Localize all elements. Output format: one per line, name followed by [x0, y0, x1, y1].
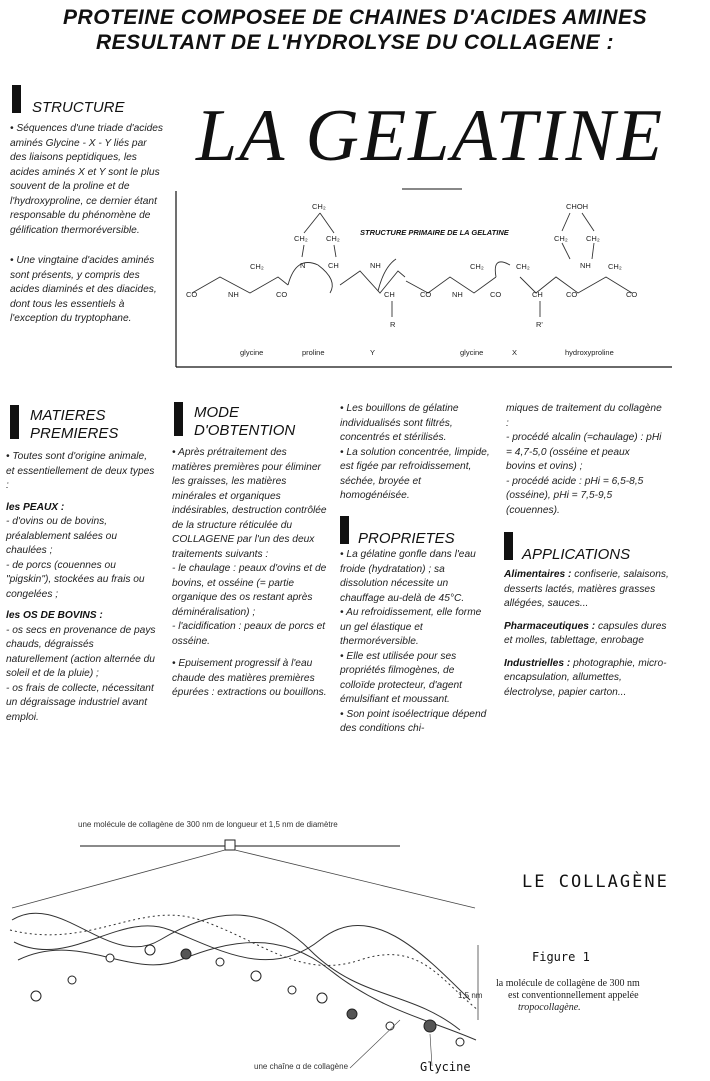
diagram-group-ch2-2: CH₂: [294, 234, 308, 243]
diagram-group-co-3: CO: [420, 290, 432, 299]
mode-heading-1: MODE: [194, 404, 239, 421]
collagene-handwritten-title: LE COLLAGÈNE: [522, 872, 669, 892]
mode-heading-2: D'OBTENTION: [194, 422, 296, 439]
col4-paragraph-1: miques de traitement du collagène :: [506, 403, 662, 429]
diagram-group-ch2-9: CH₂: [586, 234, 600, 243]
diagram-group-r-prime: R': [536, 320, 543, 329]
structure-heading-block: [12, 85, 162, 115]
diagram-group-nh-3: NH: [370, 261, 381, 270]
gelatine-primary-structure-diagram: [170, 185, 675, 375]
os-item-2: - os frais de collecte, nécessitant un dégraissage industriel avant emploi.: [6, 682, 154, 723]
peaux-item-2: - de porcs (couennes ou "pigskin"), stockées au frais ou congelées ;: [6, 559, 145, 600]
helix-strands: [10, 913, 478, 1040]
col4-paragraph-3: - procédé acide : pHi = 6,5-8,5 (osséine), pHi = 7,5-9,5 (couennes).: [506, 475, 644, 516]
os-item-1: - os secs en provenance de pays chauds, dégraissés naturellement (action alternée du soleil et de la pluie) ;: [6, 624, 156, 679]
structure-heading: STRUCTURE: [32, 99, 125, 116]
matieres-text: [6, 450, 158, 725]
mode-paragraph-4: • Epuisement progressif à l'eau chaude des matières premières épurées : extractions ou bouillons.: [172, 658, 327, 698]
mode-paragraph-3: - l'acidification : peaux de porcs et osséine.: [172, 621, 326, 647]
proprietes-paragraph-4: • Son point isoélectrique dépend des conditions chi-: [340, 708, 487, 734]
collagen-triple-helix-figure: [0, 830, 710, 1081]
peaux-item-1: - d'ovins ou de bovins, préalablement salées ou chaulées ;: [6, 516, 118, 556]
applications-text: [504, 568, 676, 700]
molecule-zoom-box: [225, 840, 235, 850]
applications-heading: APPLICATIONS: [522, 546, 631, 563]
section-marker: [174, 402, 183, 436]
diagram-group-ch2-1: CH₂: [312, 202, 326, 211]
proprietes-heading: PROPRIETES: [358, 530, 455, 547]
residue-label-y: Y: [370, 348, 376, 357]
residue-label-hydroxyproline: hydroxyproline: [565, 348, 614, 357]
matieres-paragraph-1: • Toutes sont d'origine animale, et essentiellement de deux types :: [6, 451, 155, 491]
pharmaceutiques-title: Pharmaceutiques :: [504, 620, 596, 632]
chain-pointer: [350, 1020, 400, 1068]
peaux-title: les PEAUX :: [6, 501, 65, 513]
proprietes-paragraph-3: • Elle est utilisée pour ses propriétés filmogènes, de colloïde protecteur, d'agent émulsifiant et moussant.: [340, 650, 463, 705]
diagram-group-nh-1: NH: [228, 290, 239, 299]
diagram-group-nh-2: NH: [452, 290, 463, 299]
proprietes-paragraph-1: • La gélatine gonfle dans l'eau froide (hydratation) ; sa dissolution nécessite un chauffage au-delà de 45°C.: [340, 549, 476, 604]
section-marker: [504, 532, 513, 560]
matieres-heading-1: MATIERES: [30, 407, 106, 424]
diagram-group-choh: CHOH: [566, 202, 589, 211]
mode-heading-block: [174, 402, 334, 442]
structure-text: [10, 122, 164, 327]
diagram-group-ch-1: CH: [384, 290, 395, 299]
diagram-groups: [186, 202, 637, 329]
main-title: LA GELATINE: [196, 95, 665, 177]
col4-text: [506, 402, 662, 518]
zoom-line-right: [235, 850, 475, 908]
helix-residues: [31, 945, 464, 1046]
structure-paragraph-1: • Séquences d'une triade d'acides aminés Glycine - X - Y liés par des liaisons peptidiques, les acides aminés X et Y sont le plus souvent de la proline et de l'hydroxyproline, ce dernier étant responsable du phénomène de gélification thermoréversible.: [10, 123, 164, 236]
figure-number: Figure 1: [532, 950, 590, 964]
matieres-heading-block: [10, 405, 160, 445]
structure-paragraph-2: • Une vingtaine d'acides aminés sont présents, y compris des acides diaminés et des diacides, dont tous les essentiels à l'exception du tryptophane.: [10, 255, 157, 324]
col3-paragraph-2: • La solution concentrée, limpide, est figée par refroidissement, séchée, broyée et homogénéisée.: [340, 446, 490, 501]
diagram-group-ch2-8: CH₂: [554, 234, 568, 243]
diagram-group-co-2: CO: [276, 290, 288, 299]
header-line-2: RESULTANT DE L'HYDROLYSE DU COLLAGENE :: [96, 31, 614, 54]
industrielles-text: photographie, micro-encapsulation, allumettes, électrolyse, papier carton...: [504, 657, 667, 698]
proprietes-paragraph-2: • Au refroidissement, elle forme un gel élastique et thermoréversible.: [340, 607, 482, 647]
figure-caption: [496, 978, 676, 1014]
diagram-group-r: R: [390, 320, 396, 329]
glycine-handwritten-label: Glycine: [420, 1060, 471, 1074]
alimentaires-text: confiserie, salaisons, desserts lactés, matières grasses allégées, sauces...: [504, 569, 669, 609]
proprietes-text: [340, 548, 492, 737]
diagram-group-ch2-5: CH₂: [470, 262, 484, 271]
zoom-line-left: [12, 850, 225, 908]
mode-text: [172, 446, 328, 701]
applications-heading-block: [504, 532, 674, 562]
pharmaceutiques-text: capsules dures et molles, tablettage, enrobage: [504, 620, 667, 646]
diagram-group-co-4: CO: [490, 290, 502, 299]
section-marker: [12, 85, 21, 113]
header-line-1: PROTEINE COMPOSEE DE CHAINES D'ACIDES AMINES: [63, 6, 647, 29]
section-marker: [340, 516, 349, 544]
alimentaires-title: Alimentaires :: [504, 569, 572, 580]
diagram-group-ch-2: CH: [532, 290, 543, 299]
col3-text: [340, 402, 492, 504]
mode-paragraph-1: • Après prétraitement des matières premières pour éliminer les graisses, les matières minérales et organiques indésirables, destruction contrôlée de la structure réticulée du COLLAGENE par l'un des deux traitements suivants :: [172, 447, 327, 560]
figure-caption-line-3: tropocollagène.: [518, 1002, 581, 1013]
diagram-group-nh-4: NH: [580, 261, 591, 270]
diagram-group-ch-3: CH: [328, 261, 339, 270]
os-title: les OS DE BOVINS :: [6, 610, 103, 621]
molecule-caption: une molécule de collagène de 300 nm de longueur et 1,5 nm de diamètre: [78, 820, 338, 829]
diagram-group-co-5: CO: [566, 290, 578, 299]
diagram-residue-labels: [240, 348, 614, 357]
alpha-chain-label: une chaîne α de collagène: [254, 1062, 349, 1071]
col3-paragraph-1: • Les bouillons de gélatine individualisés sont filtrés, concentrés et stérilisés.: [340, 403, 459, 443]
diagram-group-ch2-6: CH₂: [516, 262, 530, 271]
col4-paragraph-2: - procédé alcalin (=chaulage) : pHi = 4,7-5,0 (osséine et peaux bovins et ovins) ;: [506, 432, 662, 472]
figure-caption-line-1: la molécule de collagène de 300 nm: [496, 978, 640, 989]
diagram-title: STRUCTURE PRIMAIRE DE LA GELATINE: [360, 228, 509, 237]
diagram-group-co-1: CO: [186, 290, 198, 299]
diagram-group-ch2-4: CH₂: [250, 262, 264, 271]
diagram-group-n: N: [300, 261, 306, 270]
proprietes-heading-block: [340, 516, 490, 546]
section-marker: [10, 405, 19, 439]
diagram-group-ch2-3: CH₂: [326, 234, 340, 243]
residue-label-glycine-2: glycine: [460, 348, 484, 357]
diagram-group-co-6: CO: [626, 290, 638, 299]
residue-label-glycine-1: glycine: [240, 348, 264, 357]
mode-paragraph-2: - le chaulage : peaux d'ovins et de bovins, et osséine (= partie organique des os restant après déminéralisation) ;: [172, 563, 327, 618]
figure-caption-line-2: est conventionnellement appelée: [508, 990, 639, 1001]
diameter-label: 1,5 nm: [458, 991, 483, 1000]
residue-label-x: X: [512, 348, 518, 357]
matieres-heading-2: PREMIERES: [30, 425, 119, 442]
residue-label-proline: proline: [302, 348, 325, 357]
industrielles-title: Industrielles :: [504, 657, 571, 669]
diagram-group-ch2-7: CH₂: [608, 262, 622, 271]
